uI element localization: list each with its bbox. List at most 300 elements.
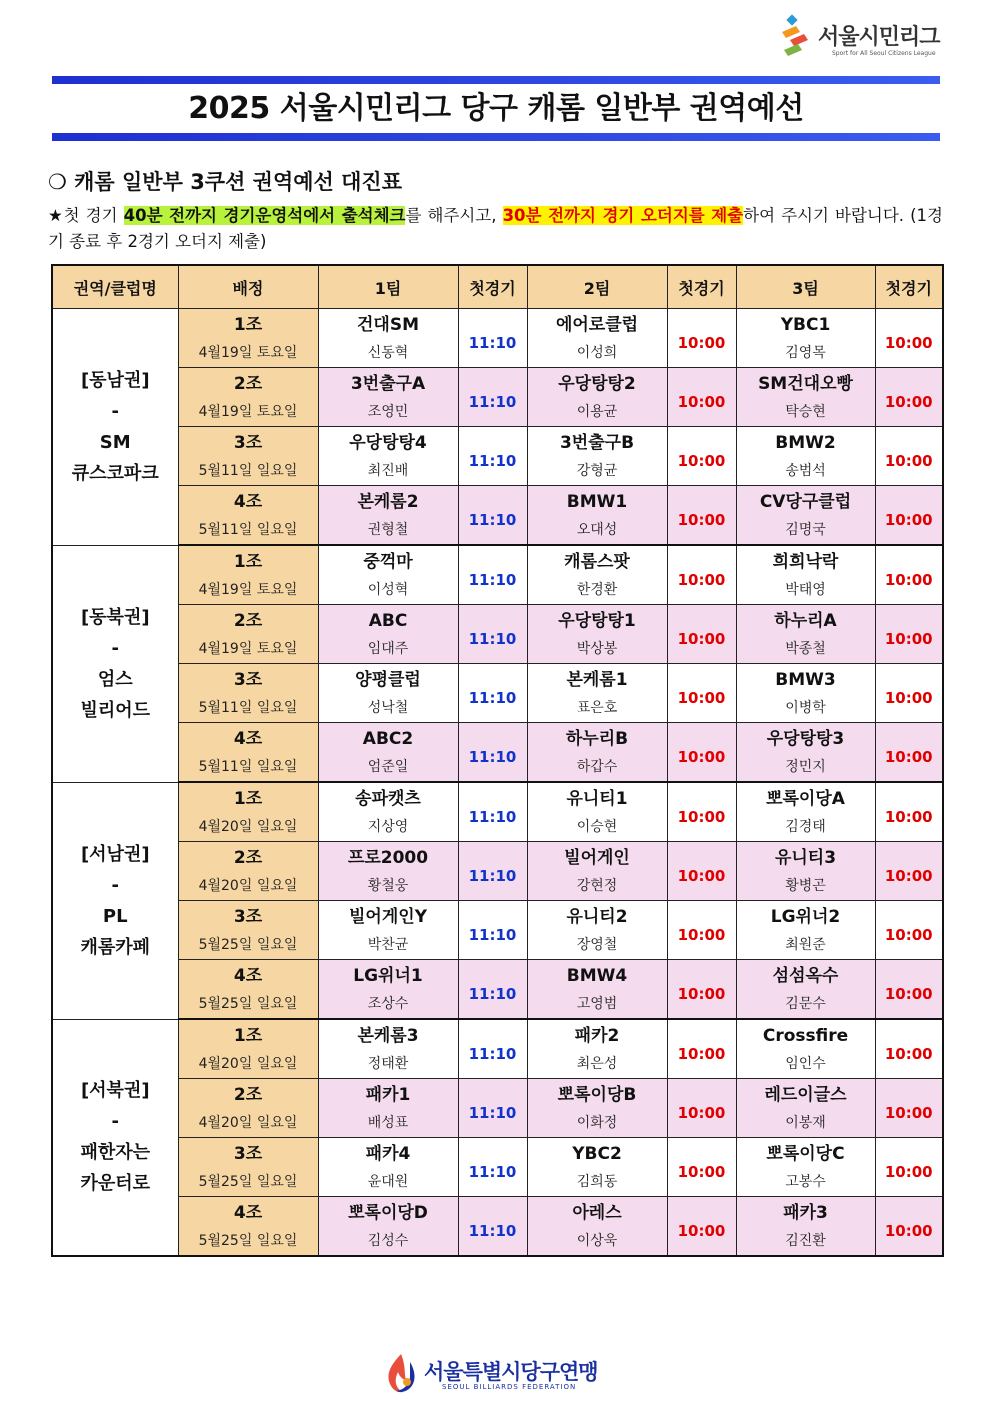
team-cell	[318, 486, 458, 546]
player-name: 신동혁	[367, 345, 409, 361]
match-date: 4월19일 토요일	[198, 641, 298, 657]
first-game-time: 10:00	[677, 392, 726, 411]
player-name: 배성표	[367, 1115, 409, 1131]
match-date: 5월25일 일요일	[198, 1233, 298, 1249]
first-game-time-cell	[875, 368, 943, 427]
first-game-time-cell	[667, 1079, 736, 1138]
player-name: 박종철	[785, 641, 826, 657]
team-cell	[527, 605, 667, 664]
group-label: 2조	[233, 848, 263, 868]
team-cell	[527, 486, 667, 546]
first-game-time: 10:00	[677, 333, 726, 352]
group-cell	[178, 782, 318, 842]
first-game-time-cell	[458, 901, 527, 960]
team-cell	[736, 545, 875, 605]
table-row	[52, 545, 943, 605]
team-cell	[527, 427, 667, 486]
first-game-time: 10:00	[677, 866, 726, 885]
region-line: 카운터로	[80, 1173, 151, 1195]
first-game-time: 11:10	[468, 1103, 517, 1122]
league-logo-icon	[780, 14, 810, 62]
federation-sub: SEOUL BILLIARDS FEDERATION	[442, 1383, 577, 1391]
team-cell	[318, 1138, 458, 1197]
col-header: 첫경기	[875, 265, 943, 309]
first-game-time-cell	[875, 723, 943, 783]
group-cell	[178, 427, 318, 486]
team-name: YBC1	[780, 315, 831, 335]
first-game-time-cell	[667, 1019, 736, 1079]
first-game-time-cell	[875, 1079, 943, 1138]
first-game-time-cell	[667, 901, 736, 960]
match-date: 5월11일 일요일	[198, 700, 298, 716]
group-cell	[178, 309, 318, 368]
col-header: 3팀	[736, 265, 875, 309]
team-cell	[736, 1197, 875, 1257]
first-game-time: 11:10	[468, 1221, 517, 1240]
region-line: -	[111, 874, 119, 896]
team-name: 3번출구B	[559, 433, 635, 453]
page-title: 2025 서울시민리그 당구 캐롬 일반부 권역예선	[188, 91, 804, 126]
first-game-time-cell	[458, 486, 527, 546]
first-game-time: 10:00	[677, 1103, 726, 1122]
player-name: 황병곤	[785, 878, 826, 894]
player-name: 탁승현	[785, 404, 826, 420]
match-date: 5월25일 일요일	[198, 1174, 298, 1190]
first-game-time-cell	[667, 545, 736, 605]
first-game-time-cell	[875, 1138, 943, 1197]
first-game-time-cell	[458, 842, 527, 901]
team-name: 패카2	[574, 1026, 620, 1046]
player-name: 정태환	[367, 1056, 409, 1072]
region-cell	[52, 1019, 178, 1256]
table-row	[52, 309, 943, 368]
table-row	[52, 842, 943, 901]
team-cell	[736, 605, 875, 664]
first-game-time: 10:00	[884, 570, 933, 589]
team-cell	[318, 1079, 458, 1138]
player-name: 김성수	[367, 1233, 409, 1249]
first-game-time: 10:00	[884, 451, 933, 470]
region-cell	[52, 309, 178, 546]
group-label: 1조	[233, 1026, 263, 1046]
player-name: 송범석	[785, 463, 826, 479]
first-game-time-cell	[458, 1197, 527, 1257]
team-name: ABC2	[362, 729, 414, 749]
title-bar-top	[52, 76, 940, 84]
team-name: SM건대오빵	[758, 374, 853, 394]
team-name: 3번출구A	[350, 374, 426, 394]
region-line: SM	[99, 431, 131, 453]
team-name: LG위너2	[770, 907, 841, 927]
notice-highlight-order: 30분 전까지 경기 오더지를 제출	[502, 206, 744, 225]
player-name: 권형철	[367, 522, 409, 538]
region-line: 빌리어드	[80, 699, 151, 721]
first-game-time: 10:00	[884, 1162, 933, 1181]
team-name: 중꺽마	[363, 552, 413, 572]
player-name: 박상봉	[576, 641, 618, 657]
first-game-time: 10:00	[884, 510, 933, 529]
player-name: 이화정	[576, 1115, 618, 1131]
first-game-time: 10:00	[677, 984, 726, 1003]
first-game-time: 11:10	[468, 1044, 517, 1063]
first-game-time-cell	[875, 605, 943, 664]
table-row	[52, 368, 943, 427]
region-cell	[52, 782, 178, 1019]
region-line: -	[111, 1111, 119, 1133]
player-name: 김진환	[785, 1233, 826, 1249]
header-row	[52, 265, 943, 309]
player-name: 이승현	[576, 819, 618, 835]
team-name: 에어로클럽	[555, 315, 639, 335]
region-line: PL	[102, 905, 128, 927]
match-date: 4월19일 토요일	[198, 582, 298, 598]
team-cell	[736, 723, 875, 783]
first-game-time-cell	[667, 960, 736, 1020]
first-game-time-cell	[667, 427, 736, 486]
team-name: 유니티2	[566, 907, 628, 927]
first-game-time-cell	[875, 664, 943, 723]
first-game-time-cell	[667, 1197, 736, 1257]
player-name: 성낙철	[367, 700, 409, 716]
player-name: 김희동	[576, 1174, 618, 1190]
league-logo	[780, 14, 950, 64]
first-game-time-cell	[458, 545, 527, 605]
first-game-time: 11:10	[468, 333, 517, 352]
group-label: 3조	[233, 670, 263, 690]
first-game-time: 11:10	[468, 451, 517, 470]
first-game-time-cell	[458, 309, 527, 368]
team-name: 뽀록이당B	[557, 1085, 637, 1105]
col-header: 권역/클럽명	[52, 265, 178, 309]
match-date: 5월11일 일요일	[198, 522, 298, 538]
region-line: [서남권]	[80, 843, 150, 865]
region-line: 큐스코파크	[71, 462, 159, 484]
col-header: 2팀	[527, 265, 667, 309]
player-name: 최은성	[576, 1056, 618, 1072]
team-cell	[736, 309, 875, 368]
first-game-time: 10:00	[884, 629, 933, 648]
first-game-time-cell	[667, 486, 736, 546]
team-cell	[527, 309, 667, 368]
match-date: 4월19일 토요일	[198, 404, 298, 420]
team-cell	[527, 723, 667, 783]
team-cell	[318, 309, 458, 368]
notice-part-3: 하여 주시기 바랍니다. (1경기 종료 후 2경기 오더지 제출)	[48, 206, 943, 251]
player-name: 강형균	[576, 463, 618, 479]
first-game-time: 10:00	[677, 570, 726, 589]
notice-text	[48, 203, 943, 255]
team-cell	[318, 723, 458, 783]
team-cell	[736, 427, 875, 486]
team-cell	[527, 1138, 667, 1197]
team-name: 유니티3	[774, 848, 837, 868]
player-name: 이성희	[576, 345, 618, 361]
team-cell	[527, 901, 667, 960]
group-cell	[178, 605, 318, 664]
group-label: 2조	[233, 374, 263, 394]
first-game-time-cell	[667, 842, 736, 901]
col-header: 배정	[178, 265, 318, 309]
team-cell	[736, 842, 875, 901]
first-game-time: 11:10	[468, 984, 517, 1003]
first-game-time: 11:10	[468, 866, 517, 885]
team-name: BMW3	[775, 670, 836, 690]
player-name: 고봉수	[785, 1174, 826, 1190]
match-date: 4월20일 일요일	[198, 1115, 298, 1131]
first-game-time-cell	[875, 960, 943, 1020]
table-row	[52, 1197, 943, 1257]
team-name: 아레스	[572, 1203, 622, 1223]
group-cell	[178, 664, 318, 723]
region-line: [동북권]	[80, 606, 150, 628]
team-name: 하누리B	[565, 729, 629, 749]
first-game-time-cell	[458, 1138, 527, 1197]
player-name: 강현정	[576, 878, 618, 894]
first-game-time: 10:00	[677, 747, 726, 766]
team-cell	[527, 782, 667, 842]
team-name: 우당탕탕4	[349, 433, 427, 453]
first-game-time: 10:00	[884, 984, 933, 1003]
group-label: 1조	[233, 552, 263, 572]
first-game-time: 10:00	[884, 1044, 933, 1063]
first-game-time-cell	[667, 1138, 736, 1197]
table-row	[52, 723, 943, 783]
group-cell	[178, 545, 318, 605]
first-game-time-cell	[875, 309, 943, 368]
team-cell	[736, 901, 875, 960]
player-name: 장영철	[576, 937, 618, 953]
team-cell	[318, 368, 458, 427]
player-name: 최진배	[367, 463, 409, 479]
group-cell	[178, 1079, 318, 1138]
group-cell	[178, 723, 318, 783]
match-date: 5월11일 일요일	[198, 759, 298, 775]
team-name: 양평클럽	[355, 670, 421, 690]
player-name: 오대성	[576, 522, 618, 538]
group-cell	[178, 960, 318, 1020]
table-row	[52, 605, 943, 664]
table-row	[52, 664, 943, 723]
first-game-time: 10:00	[884, 392, 933, 411]
section-title: ❍ 캐롬 일반부 3쿠션 권역예선 대진표	[48, 170, 402, 194]
bracket-table	[51, 264, 944, 1257]
notice-part-1: ★첫 경기	[48, 206, 124, 225]
group-cell	[178, 842, 318, 901]
player-name: 조영민	[367, 404, 409, 420]
player-name: 김영목	[785, 345, 826, 361]
region-line: 캐롬카페	[80, 936, 151, 958]
player-name: 표은호	[576, 700, 618, 716]
first-game-time-cell	[458, 368, 527, 427]
team-name: Crossfire	[762, 1026, 849, 1046]
team-cell	[736, 1079, 875, 1138]
first-game-time-cell	[458, 960, 527, 1020]
first-game-time-cell	[667, 605, 736, 664]
team-name: CV당구클럽	[759, 492, 852, 512]
player-name: 지상영	[367, 819, 409, 835]
first-game-time-cell	[875, 1197, 943, 1257]
team-cell	[527, 1197, 667, 1257]
group-label: 3조	[233, 907, 263, 927]
team-name: 유니티1	[566, 789, 628, 809]
team-cell	[527, 664, 667, 723]
team-name: 패카3	[783, 1203, 828, 1223]
first-game-time-cell	[875, 782, 943, 842]
group-label: 4조	[233, 729, 263, 749]
player-name: 이상욱	[576, 1233, 618, 1249]
team-cell	[527, 545, 667, 605]
team-cell	[736, 1019, 875, 1079]
first-game-time-cell	[667, 368, 736, 427]
table-row	[52, 1019, 943, 1079]
table-row	[52, 1138, 943, 1197]
group-cell	[178, 1197, 318, 1257]
team-name: BMW2	[775, 433, 836, 453]
team-name: 뽀록이당D	[348, 1203, 428, 1223]
team-name: LG위너1	[353, 966, 423, 986]
first-game-time-cell	[458, 1079, 527, 1138]
region-line: -	[111, 637, 119, 659]
first-game-time-cell	[458, 605, 527, 664]
first-game-time-cell	[667, 723, 736, 783]
first-game-time-cell	[875, 486, 943, 546]
first-game-time-cell	[875, 842, 943, 901]
first-game-time-cell	[875, 545, 943, 605]
first-game-time: 10:00	[677, 1162, 726, 1181]
match-date: 4월19일 토요일	[198, 345, 298, 361]
table-row	[52, 486, 943, 546]
team-cell	[736, 960, 875, 1020]
group-label: 1조	[233, 789, 263, 809]
group-label: 3조	[233, 433, 263, 453]
team-name: 뽀록이당A	[766, 789, 845, 809]
player-name: 이병학	[785, 700, 826, 716]
region-cell	[52, 545, 178, 782]
player-name: 박태영	[785, 582, 826, 598]
group-label: 2조	[233, 611, 263, 631]
team-name: 패카1	[365, 1085, 411, 1105]
player-name: 임인수	[785, 1056, 826, 1072]
federation-logo	[382, 1352, 622, 1396]
first-game-time: 10:00	[884, 1221, 933, 1240]
team-cell	[736, 1138, 875, 1197]
team-name: YBC2	[572, 1144, 622, 1164]
first-game-time: 10:00	[884, 333, 933, 352]
player-name: 임대주	[367, 641, 409, 657]
first-game-time: 10:00	[677, 1044, 726, 1063]
team-name: 하누리A	[774, 611, 837, 631]
col-header: 첫경기	[667, 265, 736, 309]
team-cell	[318, 782, 458, 842]
team-cell	[318, 960, 458, 1020]
region-line: 패한자는	[80, 1142, 151, 1164]
team-cell	[736, 486, 875, 546]
team-name: BMW4	[566, 966, 628, 986]
team-name: 우당탕탕1	[558, 611, 636, 631]
match-date: 5월11일 일요일	[198, 463, 298, 479]
team-name: 송파캣츠	[355, 789, 421, 809]
team-cell	[318, 427, 458, 486]
player-name: 이봉재	[785, 1115, 826, 1131]
player-name: 조상수	[367, 996, 409, 1012]
col-header: 1팀	[318, 265, 458, 309]
group-label: 4조	[233, 966, 263, 986]
first-game-time: 11:10	[468, 747, 517, 766]
first-game-time-cell	[458, 427, 527, 486]
table-row	[52, 427, 943, 486]
first-game-time: 10:00	[884, 925, 933, 944]
first-game-time: 10:00	[884, 688, 933, 707]
team-cell	[318, 901, 458, 960]
team-name: 캐롬스팟	[564, 552, 630, 572]
group-cell	[178, 901, 318, 960]
team-name: 본케롬1	[566, 670, 628, 690]
first-game-time: 10:00	[677, 688, 726, 707]
group-label: 4조	[233, 1203, 263, 1223]
region-line: -	[111, 400, 119, 422]
team-cell	[527, 368, 667, 427]
first-game-time: 10:00	[677, 1221, 726, 1240]
table-row	[52, 782, 943, 842]
team-name: 희희낙락	[772, 552, 839, 572]
team-name: 빌어게인Y	[349, 907, 427, 927]
team-cell	[318, 664, 458, 723]
match-date: 5월25일 일요일	[198, 937, 298, 953]
team-name: BMW1	[566, 492, 628, 512]
team-cell	[318, 1197, 458, 1257]
player-name: 김명국	[785, 522, 826, 538]
first-game-time-cell	[667, 664, 736, 723]
team-name: 뽀록이당C	[766, 1144, 845, 1164]
first-game-time: 11:10	[468, 688, 517, 707]
team-cell	[527, 1079, 667, 1138]
player-name: 윤대원	[367, 1174, 409, 1190]
first-game-time: 11:10	[468, 925, 517, 944]
first-game-time-cell	[458, 664, 527, 723]
first-game-time-cell	[875, 1019, 943, 1079]
first-game-time-cell	[667, 309, 736, 368]
first-game-time-cell	[875, 427, 943, 486]
first-game-time: 10:00	[884, 1103, 933, 1122]
first-game-time-cell	[458, 782, 527, 842]
first-game-time: 11:10	[468, 392, 517, 411]
player-name: 한경환	[576, 582, 618, 598]
group-cell	[178, 368, 318, 427]
match-date: 4월20일 일요일	[198, 819, 298, 835]
player-name: 황철웅	[367, 878, 409, 894]
table-row	[52, 1079, 943, 1138]
team-name: 본케롬3	[357, 1026, 419, 1046]
team-cell	[318, 842, 458, 901]
first-game-time: 10:00	[677, 807, 726, 826]
region-line: [서북권]	[80, 1080, 150, 1102]
first-game-time: 11:10	[468, 570, 517, 589]
team-cell	[527, 842, 667, 901]
group-label: 4조	[233, 492, 263, 512]
team-name: 본케롬2	[357, 492, 419, 512]
first-game-time-cell	[458, 1019, 527, 1079]
first-game-time: 10:00	[884, 747, 933, 766]
first-game-time-cell	[875, 901, 943, 960]
first-game-time: 10:00	[884, 807, 933, 826]
first-game-time: 10:00	[677, 510, 726, 529]
player-name: 하갑수	[576, 759, 618, 775]
region-line: [동남권]	[80, 369, 150, 391]
team-name: 레드이글스	[764, 1085, 847, 1105]
table-row	[52, 960, 943, 1020]
match-date: 5월25일 일요일	[198, 996, 298, 1012]
player-name: 최원준	[785, 937, 826, 953]
